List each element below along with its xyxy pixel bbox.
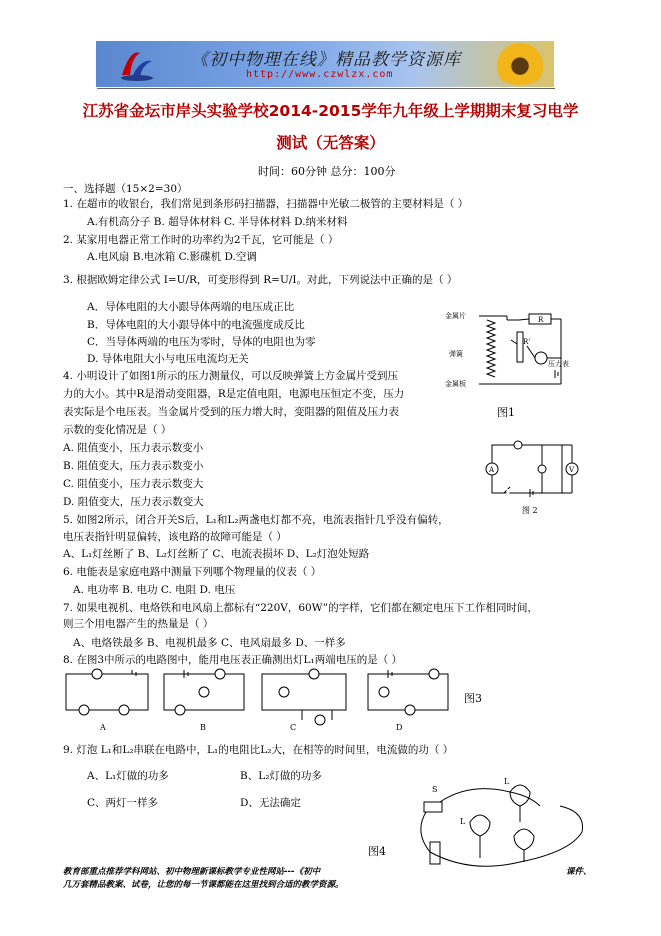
fig3-label-b: B bbox=[200, 723, 206, 732]
fig3-label-c: C bbox=[290, 723, 297, 732]
q4-stem-3: 表实际是个电压表。当金属片受到的压力增大时，变阻器的阻值及压力表 bbox=[63, 406, 399, 418]
section-heading: 一、选择题（15×2=30） bbox=[63, 183, 188, 195]
fig4-switch-icon: S bbox=[432, 785, 438, 794]
fig3-circuit-a bbox=[66, 669, 148, 715]
q2-stem: 2. 某家用电器正常工作时的功率约为2千瓦，它可能是（ ） bbox=[63, 234, 339, 246]
fig3-circuit-c bbox=[262, 669, 346, 725]
header-banner bbox=[96, 41, 554, 87]
fig4-bulb-icon-1: L bbox=[504, 777, 510, 786]
fig1-label-meter: 压力表 bbox=[548, 360, 569, 368]
q9-option-d: D、无法确定 bbox=[240, 797, 301, 809]
footer-line-1: 教育部重点推荐学科网站、初中物理新课标教学专业性网站---《初中 bbox=[63, 867, 321, 877]
q9-option-c: C、两灯一样多 bbox=[87, 797, 159, 809]
figure-1-caption: 图1 bbox=[497, 406, 515, 419]
q2-options: A.电风扇 B.电冰箱 C.影碟机 D.空调 bbox=[87, 251, 257, 263]
q4-stem-2: 力的大小。其中R是滑动变阻器，R是定值电阻，电源电压恒定不变，压力 bbox=[63, 388, 405, 400]
q1-options: A.有机高分子 B. 超导体材料 C. 半导体材料 D.纳米材料 bbox=[87, 216, 348, 228]
fig2-voltmeter-icon: V bbox=[569, 466, 575, 474]
figure-4-caption: 图4 bbox=[368, 845, 386, 858]
q6-stem: 6. 电能表是家庭电路中测量下列哪个物理量的仪表（ ） bbox=[63, 566, 322, 578]
q9-option-b: B、L₂灯做的功多 bbox=[240, 770, 322, 782]
fig3-circuit-b bbox=[164, 669, 244, 715]
q7-stem-1: 7. 如果电视机、电烙铁和电风扇上都标有“220V，60W”的字样，它们都在额定电压下工作相同时间， bbox=[63, 602, 539, 614]
header-rule bbox=[97, 88, 555, 89]
figure-4-sketch bbox=[410, 762, 590, 874]
q3-stem: 3. 根据欧姆定律公式 I=U/R，可变形得到 R=U/I。对此，下列说法中正确的是（ ） bbox=[63, 274, 458, 286]
page-title-line1: 江苏省金坛市岸头实验学校2014-2015学年九年级上学期期末复习电学 bbox=[82, 102, 579, 120]
q5-options: A、L₁灯丝断了 B、L₂灯丝断了 C、电流表损坏 D、L₂灯泡处短路 bbox=[63, 548, 370, 560]
figure-3-circuits bbox=[62, 668, 452, 732]
fig1-label-rprime: R' bbox=[523, 338, 531, 346]
sunflower-icon bbox=[490, 43, 550, 85]
q1-stem: 1. 在超市的收银台，我们常见到条形码扫描器，扫描器中光敏二极管的主要材料是（ ） bbox=[63, 198, 469, 210]
q4-stem-1: 4. 小明设计了如图1所示的压力测量仪，可以反映弹簧上方金属片受到压 bbox=[63, 370, 399, 382]
q9-option-a: A、L₁灯做的功多 bbox=[87, 770, 169, 782]
q7-stem-2: 则三个用电器产生的热量是（ ） bbox=[63, 618, 214, 630]
footer-line-2: 几万套精品教案、试卷，让您的每一节课都能在这里找到合适的教学资源。 bbox=[63, 880, 344, 890]
fig3-label-d: D bbox=[396, 723, 403, 732]
fig1-label-spring: 弹簧 bbox=[449, 350, 463, 358]
q3-option-a: A．导体电阻的大小跟导体两端的电压成正比 bbox=[87, 301, 295, 313]
q4-option-d: D. 阻值变大，压力表示数变大 bbox=[63, 496, 204, 508]
q9-stem: 9. 灯泡 L₁和L₂串联在电路中，L₁的电阻比L₂大，在相等的时间里，电流做的功（ ） bbox=[63, 744, 454, 756]
q3-option-b: B．导体电阻的大小跟导体中的电流强度成反比 bbox=[87, 319, 305, 331]
fig3-circuit-d bbox=[368, 669, 448, 715]
q5-stem-2: 电压表指针明显偏转，该电路的故障可能是（ ） bbox=[63, 531, 287, 543]
fig4-bulb-icon-2: L bbox=[460, 817, 466, 826]
figure-2-circuit bbox=[480, 437, 585, 501]
q6-options: A. 电功率 B. 电功 C. 电阻 D. 电压 bbox=[73, 584, 236, 596]
banner-title: 《初中物理在线》精品教学资源库 bbox=[191, 50, 461, 70]
q5-stem-1: 5. 如图2所示，闭合开关S后，L₁和L₂两盏电灯都不亮，电流表指针几乎没有偏转， bbox=[63, 514, 449, 526]
q4-stem-4: 示数的变化情况是（ ） bbox=[63, 424, 172, 436]
q4-option-c: C. 阻值变小，压力表示数变大 bbox=[63, 478, 204, 490]
footer-line-1-tail: 课件、 bbox=[566, 867, 592, 877]
q3-option-d: D. 导体电阻大小与电压电流均无关 bbox=[87, 353, 249, 365]
q4-option-a: A. 阻值变小，压力表示数变小 bbox=[63, 442, 204, 454]
fig1-label-plate: 金属片 bbox=[445, 312, 466, 320]
fig2-ammeter-icon: A bbox=[489, 466, 495, 474]
q3-option-c: C．当导体两端的电压为零时，导体的电阻也为零 bbox=[87, 336, 316, 348]
fig3-label-a: A bbox=[100, 723, 106, 732]
figure-3-caption: 图3 bbox=[464, 692, 482, 705]
q4-option-b: B. 阻值变大，压力表示数变小 bbox=[63, 460, 204, 472]
fig1-label-r: R bbox=[538, 316, 544, 324]
fig1-label-board: 金属板 bbox=[445, 380, 466, 388]
exam-meta: 时间：60分钟 总分：100分 bbox=[258, 165, 396, 178]
q8-stem: 8. 在图3中所示的电路图中，能用电压表正确测出灯L₁两端电压的是（ ） bbox=[63, 654, 403, 666]
page-title-line2: 测试（无答案） bbox=[276, 134, 385, 152]
banner-url: http://www.czwlzx.com bbox=[246, 69, 394, 80]
figure-2-caption: 图 2 bbox=[522, 506, 538, 515]
q7-options: A、电烙铁最多 B、电视机最多 C、电风扇最多 D、一样多 bbox=[73, 637, 346, 649]
figure-1-pressure-meter bbox=[445, 306, 570, 390]
logo-icon bbox=[118, 45, 156, 83]
